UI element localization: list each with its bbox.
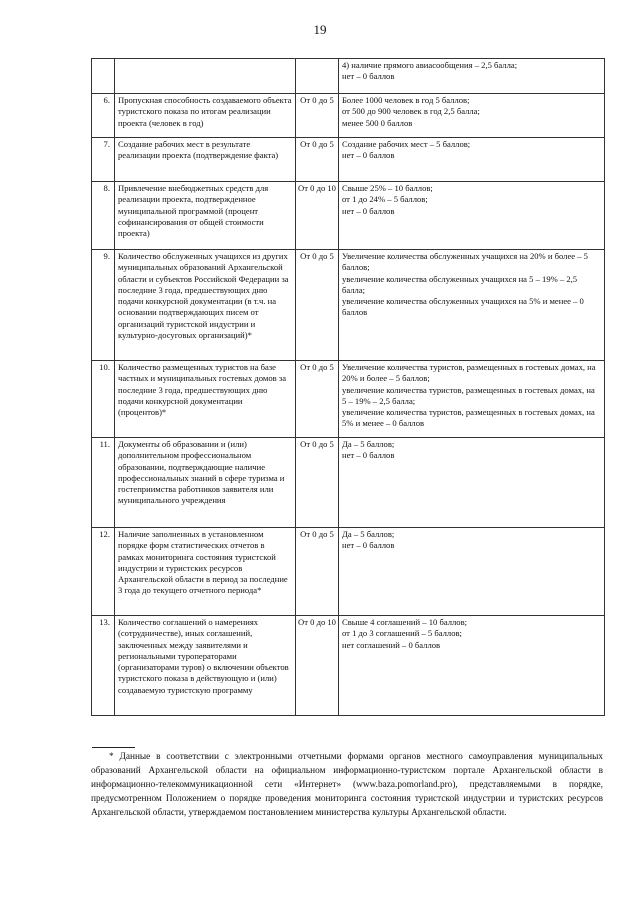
row-number: 13.	[92, 616, 115, 716]
row-number: 7.	[92, 138, 115, 182]
row-number: 6.	[92, 94, 115, 138]
range-cell: От 0 до 10	[296, 616, 339, 716]
table-row	[92, 528, 605, 616]
criterion-cell: Количество обслуженных учащихся из других муниципальных образований Архангельской области и субъектов Российской Федерации за последние 3 года, предшествующих дню подачи конкурсной документации (в т.ч. на основании подтверждающих писем от организаций туристской индустрии и культурно-досуговых организаций)*	[115, 250, 296, 361]
table-row	[92, 361, 605, 438]
table-row	[92, 438, 605, 528]
range-cell: От 0 до 5	[296, 438, 339, 528]
scoring-cell: Увеличение количества обслуженных учащихся на 20% и более – 5 баллов; увеличение количества обслуженных учащихся на 5 – 19% – 2,5 балла; увеличение количества обслуженных учащихся на 5% и менее – 0 баллов	[339, 250, 605, 361]
table-row	[92, 94, 605, 138]
table-row	[92, 138, 605, 182]
criterion-cell: Создание рабочих мест в результате реализации проекта (подтверждение факта)	[115, 138, 296, 182]
scoring-cell: Создание рабочих мест – 5 баллов; нет – 0 баллов	[339, 138, 605, 182]
scoring-cell: Да – 5 баллов; нет – 0 баллов	[339, 438, 605, 528]
page-number: 19	[313, 22, 327, 37]
criterion-cell: Количество соглашений о намерениях (сотрудничестве), иных соглашений, заключенных между заявителями и региональными туроператорами (организаторами туров) о включении объектов туристского показа в действующую и (или) создаваемую туристскую программу	[115, 616, 296, 716]
range-cell: От 0 до 10	[296, 182, 339, 250]
row-number: 9.	[92, 250, 115, 361]
scoring-cell: Свыше 25% – 10 баллов; от 1 до 24% – 5 баллов; нет – 0 баллов	[339, 182, 605, 250]
row-number	[92, 59, 115, 94]
scoring-cell: Увеличение количества туристов, размещенных в гостевых домах, на 20% и более – 5 баллов; увеличение количества туристов, размещенных в гостевых домах, на 5 – 19% – 2,5 балла; увеличение количества туристов, размещенных в гостевых домах, на 5% и менее – 0 баллов	[339, 361, 605, 438]
scoring-cell: Более 1000 человек в год 5 баллов; от 500 до 900 человек в год 2,5 балла; менее 500 0 баллов	[339, 94, 605, 138]
range-cell: От 0 до 5	[296, 361, 339, 438]
criterion-cell: Пропускная способность создаваемого объекта туристского показа по итогам реализации проекта (человек в год)	[115, 94, 296, 138]
table-row	[92, 616, 605, 716]
range-cell: От 0 до 5	[296, 94, 339, 138]
range-cell: От 0 до 5	[296, 138, 339, 182]
criteria-table	[91, 58, 605, 716]
scoring-cell: Да – 5 баллов; нет – 0 баллов	[339, 528, 605, 616]
row-number: 10.	[92, 361, 115, 438]
criterion-cell: Наличие заполненных в установленном порядке форм статистических отчетов в рамках мониторинга состояния туристской индустрии и туристских ресурсов Архангельской области в период за последние 3 года до текущего отчетного периода*	[115, 528, 296, 616]
criterion-cell	[115, 59, 296, 94]
range-cell: От 0 до 5	[296, 528, 339, 616]
criterion-cell: Документы об образовании и (или) дополнительном профессиональном образовании, подтверждающие наличие профессиональных знаний в сфере туризма и гостеприимства работников заявителя или муниципального учреждения	[115, 438, 296, 528]
row-number: 12.	[92, 528, 115, 616]
table-row	[92, 250, 605, 361]
row-number: 8.	[92, 182, 115, 250]
scoring-cell: Свыше 4 соглашений – 10 баллов; от 1 до 3 соглашений – 5 баллов; нет соглашений – 0 баллов	[339, 616, 605, 716]
footnote-divider	[92, 747, 135, 748]
criterion-cell: Количество размещенных туристов на базе частных и муниципальных гостевых домов за последние 3 года, предшествующих дню подачи конкурсной документации (процентов)*	[115, 361, 296, 438]
row-number: 11.	[92, 438, 115, 528]
range-cell: От 0 до 5	[296, 250, 339, 361]
criterion-cell: Привлечение внебюджетных средств для реализации проекта, подтвержденное муниципальной программой (процент софинансирования от общей стоимости проекта)	[115, 182, 296, 250]
footnote: * Данные в соответствии с электронными отчетными формами органов местного самоуправления муниципальных образований Архангельской области на официальном информационно-туристском портале Архангельской области в информационно-телекоммуникационной сети «Интернет» (www.baza.pomorland.pro), представляемыми в порядке, предусмотренном Положением о порядке проведения мониторинга состояния туристской индустрии и туристских ресурсов Архангельской области, утверждаемом постановлением министерства культуры Архангельской области.	[91, 752, 603, 818]
table-row	[92, 182, 605, 250]
table-row	[92, 59, 605, 94]
range-cell	[296, 59, 339, 94]
scoring-cell: 4) наличие прямого авиасообщения – 2,5 балла; нет – 0 баллов	[339, 59, 605, 94]
